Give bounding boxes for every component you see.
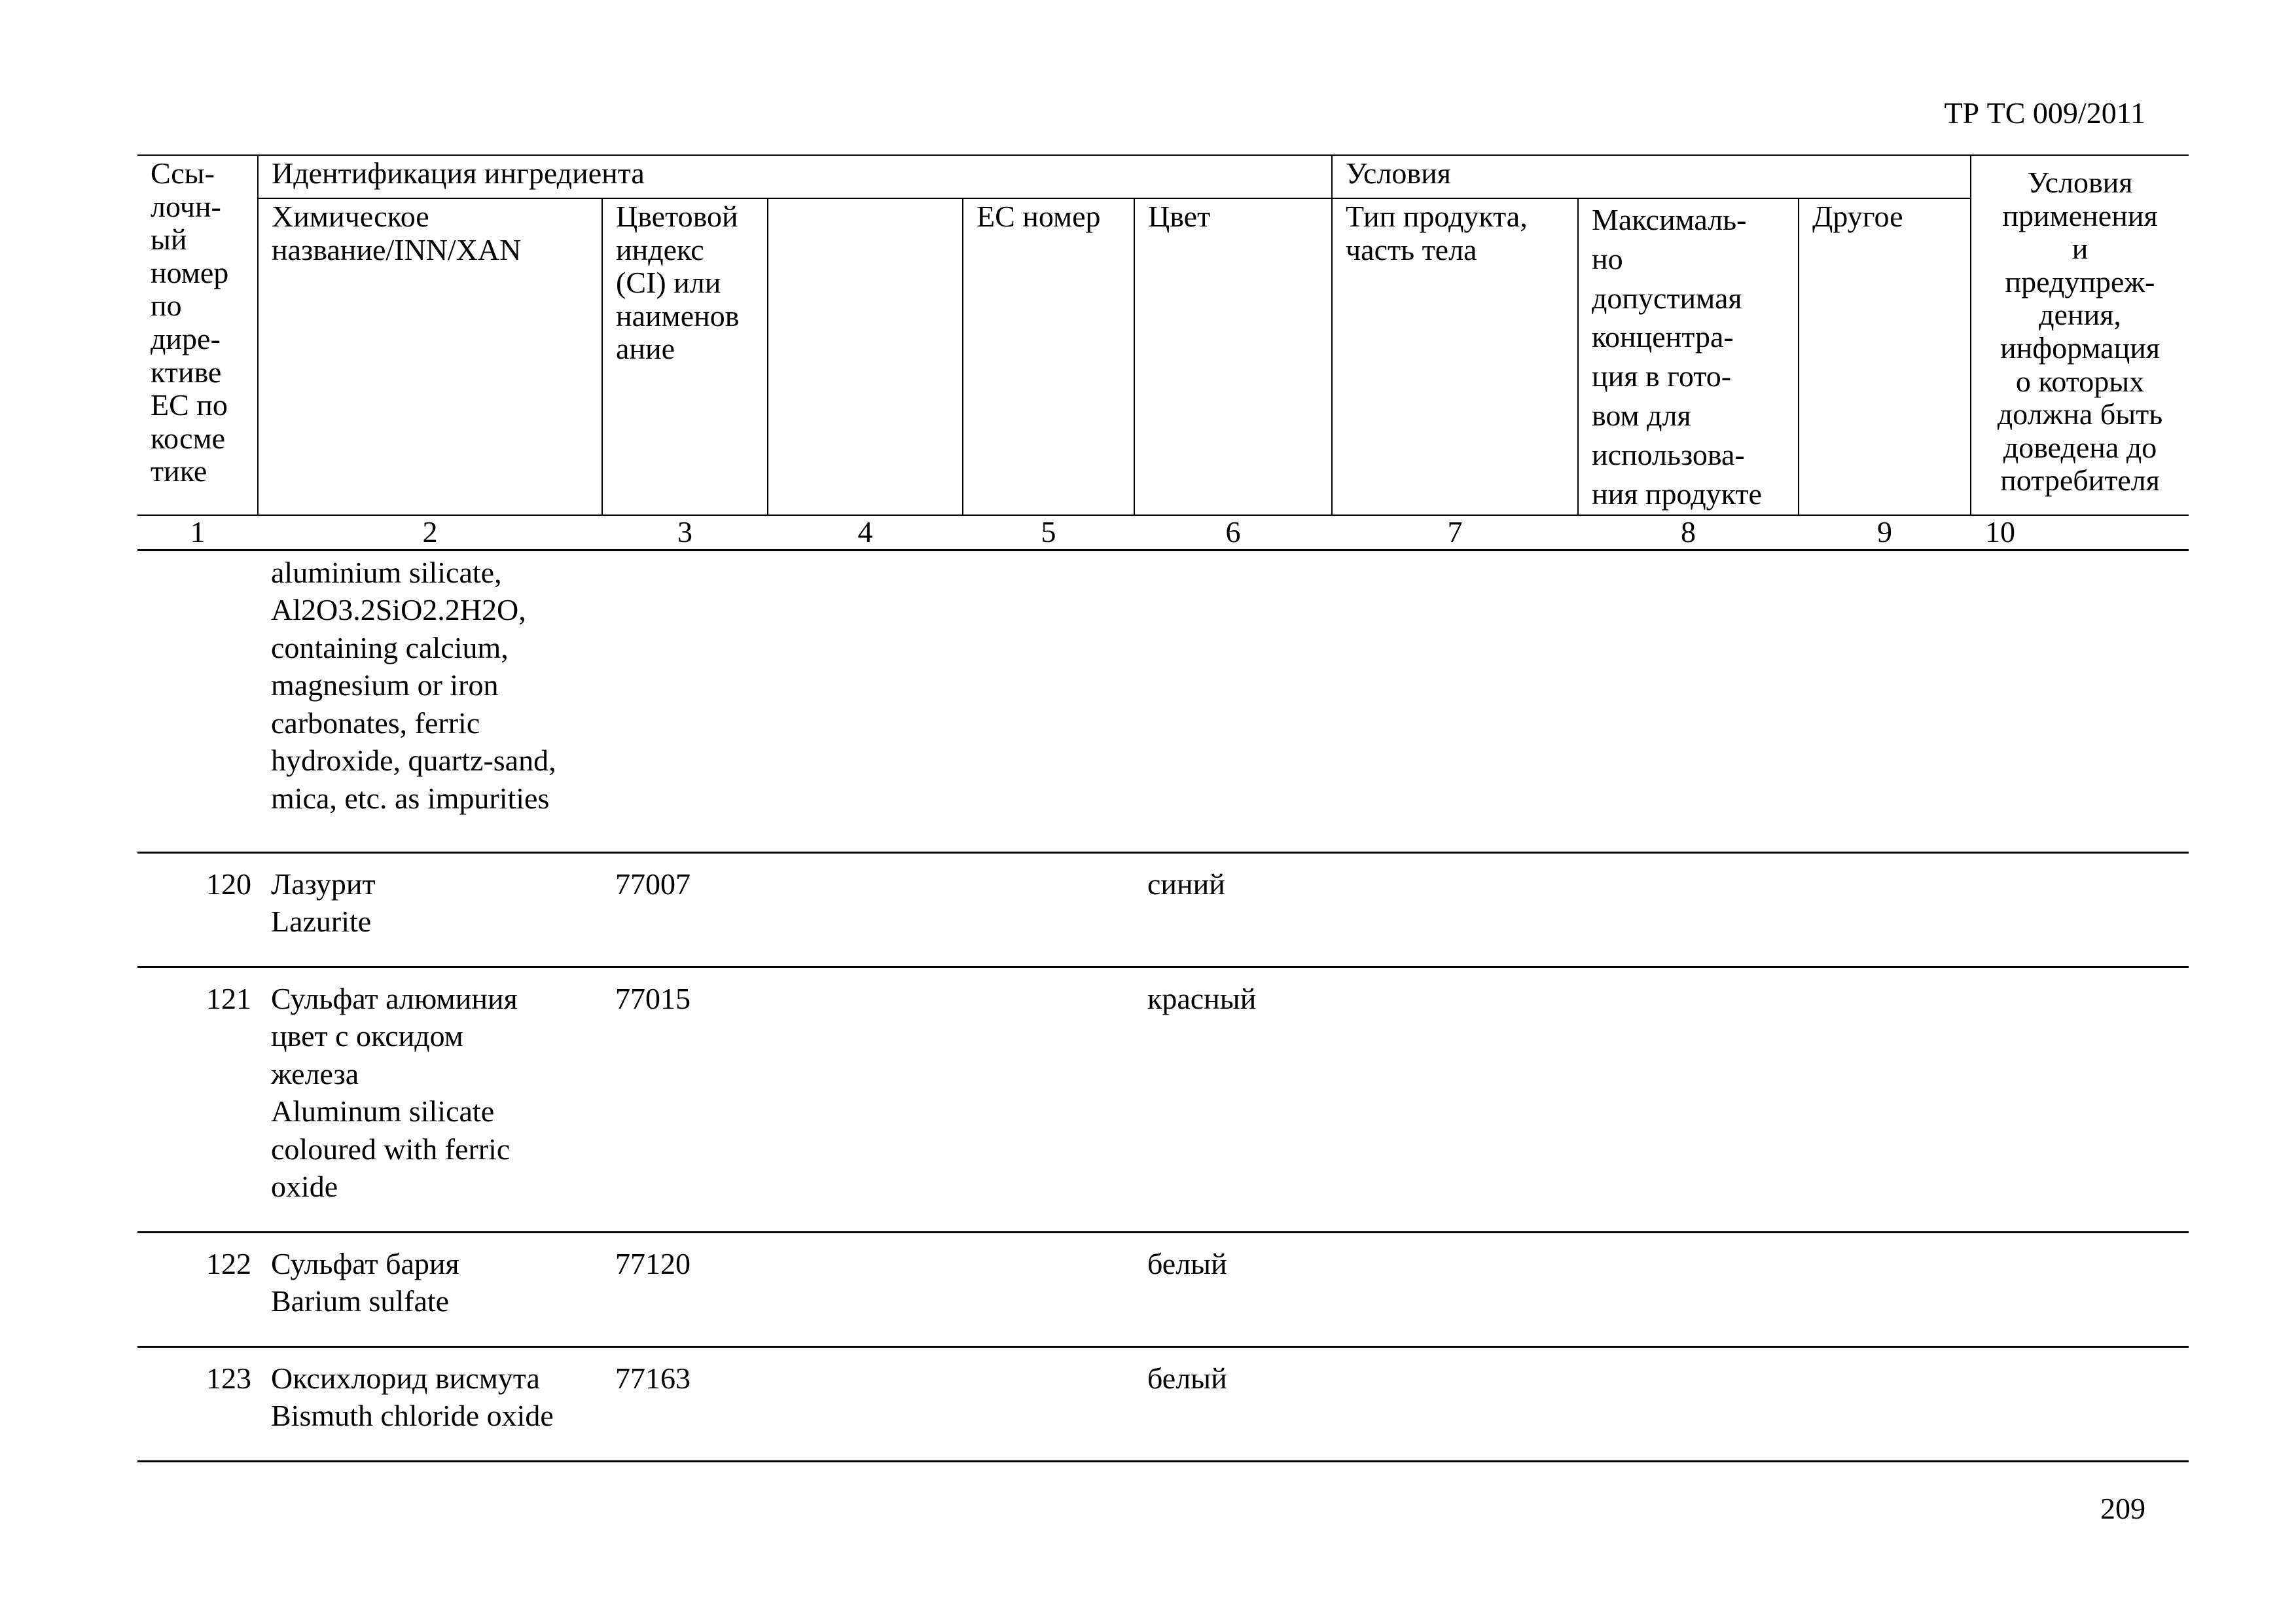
name-line: containing calcium,	[271, 630, 509, 664]
cell-ref-number: 122	[206, 1246, 251, 1280]
name-line: Al2O3.2SiO2.2H2O,	[271, 593, 526, 627]
header-line: информация	[2000, 331, 2160, 365]
cell-ec-number	[963, 1232, 1134, 1346]
cell-conditions-of-use	[1971, 550, 2189, 852]
header-line: допустимая	[1592, 281, 1742, 315]
header-line: потребителя	[2000, 463, 2160, 497]
header-line: дения,	[2039, 298, 2121, 332]
header-line: Тип продукта,	[1346, 200, 1528, 233]
header-line: по	[151, 289, 182, 323]
cell-conditions-of-use	[1971, 1346, 2189, 1461]
header-line: косме	[151, 421, 226, 455]
cell-chemical-name	[258, 1346, 602, 1461]
header-chemical-name	[258, 198, 602, 515]
header-line: и	[2072, 232, 2089, 266]
header-color-index	[602, 198, 768, 515]
cell-max-concentration	[1578, 967, 1799, 1232]
cell-color-index	[602, 550, 768, 852]
cell-max-concentration	[1578, 1346, 1799, 1461]
column-number: 3	[602, 515, 768, 550]
cell-chemical-name	[258, 1232, 602, 1346]
cell-ec-number	[963, 550, 1134, 852]
cell-col4	[768, 967, 963, 1232]
name-line: Barium sulfate	[271, 1284, 450, 1318]
name-line: aluminium silicate,	[271, 555, 502, 589]
header-line: Химическое	[272, 200, 429, 233]
cell-other	[1799, 1346, 1971, 1461]
cell-ref-number	[137, 550, 258, 852]
header-group-identification: Идентификация ингредиента	[258, 155, 1332, 198]
header-line: индекс	[616, 232, 704, 266]
cell-other	[1799, 1232, 1971, 1346]
column-number: 10	[1971, 515, 2189, 550]
header-ec-number: ЕС номер	[963, 198, 1134, 515]
header-line: часть тела	[1346, 232, 1477, 266]
cell-product-type	[1332, 550, 1578, 852]
name-line: oxide	[271, 1170, 338, 1204]
header-line: ция в гото-	[1592, 359, 1732, 393]
cell-color: красный	[1147, 981, 1257, 1015]
cell-conditions-of-use	[1971, 1232, 2189, 1346]
column-number: 9	[1799, 515, 1971, 550]
cell-max-concentration	[1578, 550, 1799, 852]
header-line: номер	[151, 255, 229, 289]
cell-ec-number	[963, 1346, 1134, 1461]
column-number: 8	[1578, 515, 1799, 550]
header-line: дире-	[151, 321, 221, 355]
cell-color-index: 77163	[615, 1361, 691, 1395]
cell-color: синий	[1147, 867, 1225, 901]
header-line: использова-	[1592, 437, 1745, 471]
cell-max-concentration	[1578, 852, 1799, 967]
cell-conditions-of-use	[1971, 852, 2189, 967]
header-line: лочн-	[151, 189, 221, 223]
header-line: о которых	[2015, 364, 2145, 398]
cell-color-index: 77015	[615, 981, 691, 1015]
header-line: Ссы-	[151, 156, 215, 190]
column-number: 4	[768, 515, 963, 550]
header-line: (CI) или	[616, 266, 721, 300]
header-other: Другое	[1799, 198, 1971, 515]
table-header	[137, 155, 2189, 550]
column-number: 6	[1134, 515, 1332, 550]
header-group-conditions: Условия	[1332, 155, 1971, 198]
header-line: ния продукте	[1592, 477, 1762, 511]
column-number-row	[137, 515, 2189, 550]
name-line: coloured with ferric	[271, 1132, 511, 1166]
header-line: тике	[151, 454, 207, 488]
name-line: Aluminum silicate	[271, 1094, 495, 1128]
cell-ref-number: 121	[206, 981, 251, 1015]
cell-col4	[768, 1232, 963, 1346]
cell-color-index: 77007	[615, 867, 691, 901]
header-line: Максималь-	[1592, 203, 1747, 236]
cell-color: белый	[1147, 1246, 1227, 1280]
cell-color	[1134, 550, 1332, 852]
header-product-type	[1332, 198, 1578, 515]
header-line: Условия	[2027, 166, 2133, 199]
cell-ec-number	[963, 967, 1134, 1232]
cell-chemical-name	[258, 852, 602, 967]
header-line: доведена до	[2003, 430, 2157, 464]
header-line: концентра-	[1592, 320, 1734, 354]
cell-conditions-of-use	[1971, 967, 2189, 1232]
header-line: наименов	[616, 298, 740, 333]
header-line: название/INN/XAN	[272, 232, 522, 266]
table-row	[137, 852, 2189, 967]
cell-col4	[768, 852, 963, 967]
header-max-concentration	[1578, 198, 1799, 515]
page-number: 209	[2100, 1492, 2145, 1525]
column-number: 5	[963, 515, 1134, 550]
cell-product-type	[1332, 1346, 1578, 1461]
cell-other	[1799, 852, 1971, 967]
name-line: Оксихлорид висмута	[271, 1361, 540, 1395]
name-line: magnesium or iron	[271, 668, 499, 702]
name-line: Bismuth chloride oxide	[271, 1399, 554, 1433]
cell-ref-number: 120	[206, 867, 251, 901]
column-number: 2	[258, 515, 602, 550]
header-line: ый	[151, 223, 187, 257]
header-line: должна быть	[1997, 397, 2163, 431]
cell-color-index: 77120	[615, 1246, 691, 1280]
header-line: предупреж-	[2005, 264, 2155, 298]
header-line: ЕС по	[151, 388, 228, 422]
table-row	[137, 550, 2189, 852]
cell-color: белый	[1147, 1361, 1227, 1395]
header-line: ктиве	[151, 355, 222, 389]
header-color: Цвет	[1134, 198, 1332, 515]
cell-col4	[768, 1346, 963, 1461]
cell-max-concentration	[1578, 1232, 1799, 1346]
header-line: Цветовой	[616, 200, 738, 233]
table-row	[137, 1346, 2189, 1461]
cell-ec-number	[963, 852, 1134, 967]
cell-product-type	[1332, 967, 1578, 1232]
cell-product-type	[1332, 1232, 1578, 1346]
table-body	[137, 550, 2189, 1461]
cell-other	[1799, 550, 1971, 852]
column-number: 7	[1332, 515, 1578, 550]
header-line: но	[1592, 242, 1623, 276]
cell-chemical-name	[258, 550, 602, 852]
name-line: hydroxide, quartz-sand,	[271, 744, 556, 778]
cell-ref-number: 123	[206, 1361, 251, 1395]
cell-col4	[768, 550, 963, 852]
column-number: 1	[137, 515, 258, 550]
table-row	[137, 1232, 2189, 1346]
cell-chemical-name	[258, 967, 602, 1232]
name-line: Lazurite	[271, 905, 372, 939]
name-line: mica, etc. as impurities	[271, 781, 550, 815]
header-col4	[768, 198, 963, 515]
name-line: железа	[271, 1056, 359, 1091]
name-line: carbonates, ferric	[271, 706, 480, 740]
ingredient-table	[137, 154, 2189, 1462]
name-line: цвет с оксидом	[271, 1019, 463, 1053]
name-line: Сульфат алюминия	[271, 981, 518, 1015]
header-conditions-of-use	[1971, 155, 2189, 515]
name-line: Сульфат бария	[271, 1246, 459, 1280]
table-row	[137, 967, 2189, 1232]
header-line: применения	[2002, 198, 2158, 232]
header-line: вом для	[1592, 398, 1691, 432]
cell-other	[1799, 967, 1971, 1232]
cell-product-type	[1332, 852, 1578, 967]
header-ref-number	[137, 155, 258, 515]
document-code: ТР ТС 009/2011	[1944, 96, 2145, 130]
name-line: Лазурит	[271, 867, 376, 901]
header-line: ание	[616, 332, 675, 366]
